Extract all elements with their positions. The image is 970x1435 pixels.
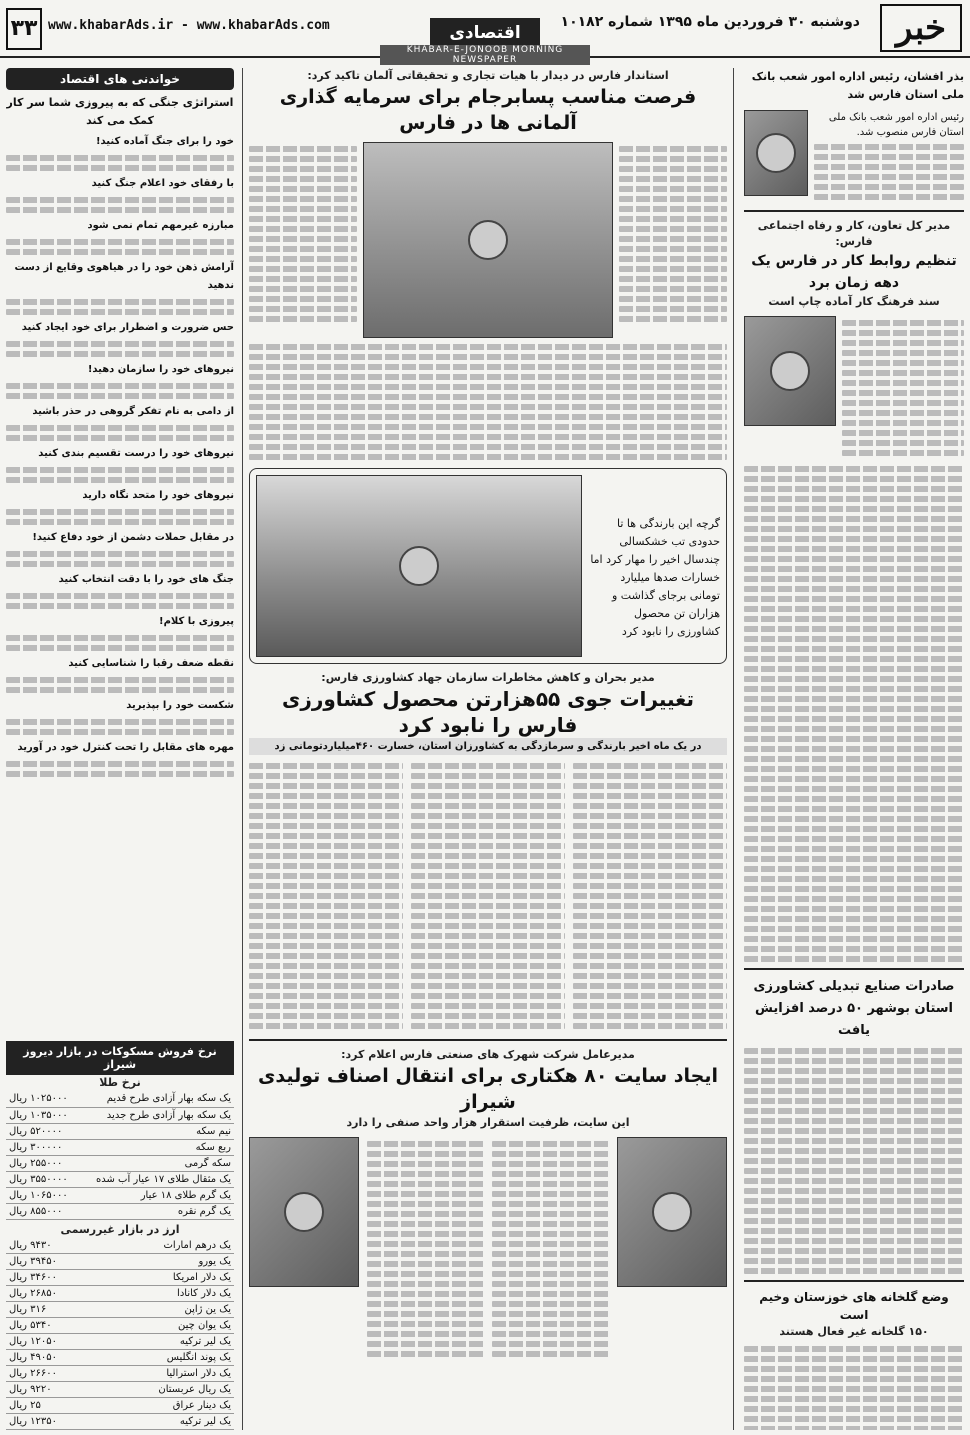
fx-table — [6, 1238, 234, 1431]
subheading: با رفقای خود اعلام جنگ کنید — [91, 178, 234, 189]
item-name: یک دلار استرالیا — [99, 1366, 234, 1382]
article-kicker: مدیر کل تعاون، کار و رفاه اجتماعی فارس: — [757, 219, 951, 248]
item-price: ۸۵۵۰۰۰ ریال — [6, 1203, 78, 1219]
item-name: یک درهم امارات — [99, 1238, 234, 1254]
article-body — [6, 133, 234, 777]
item-price: ۹۴۳۰ ریال — [6, 1238, 99, 1254]
article-lede: ۱۵۰ گلخانه غیر فعال هستند — [779, 1325, 929, 1338]
article-title: بذر افشان، رئیس اداره امور شعب بانک ملی استان فارس شد — [751, 70, 964, 101]
item-name: یک دلار کانادا — [99, 1286, 234, 1302]
article-kicker: استاندار فارس در دیدار با هیات تجاری و تحقیقاتی آلمان تاکید کرد: — [307, 69, 669, 82]
subheading: نیروهای خود را متحد نگاه دارید — [82, 490, 234, 501]
page-number: ۳۳ — [6, 8, 42, 50]
article-lede: سند فرهنگ کار آماده چاپ است — [768, 295, 940, 308]
camera-icon — [399, 546, 439, 586]
subheading: حس ضرورت و اضطرار برای خود ایجاد کنید — [21, 322, 234, 333]
item-name: یک ین ژاپن — [99, 1302, 234, 1318]
portrait-photo — [744, 110, 808, 196]
item-price: ۳۴۶۰۰ ریال — [6, 1270, 99, 1286]
portrait-photo — [249, 1137, 359, 1287]
subheading: جنگ های خود را با دقت انتخاب کنید — [58, 574, 234, 585]
photo-caption: گرچه این بارندگی ها تا حدودی تب خشکسالی چندسال اخیر را مهار کرد اما خسارات صدها میلیارد تومانی برجای گذاشت و هزاران تن محصول کشاورزی را نابود کرد — [590, 517, 720, 638]
item-price: ۱۲۳۵۰ ریال — [6, 1414, 99, 1430]
price-row — [6, 1270, 234, 1286]
item-name: یک دلار امریکا — [99, 1270, 234, 1286]
article-kicker: مدیر بحران و کاهش مخاطرات سازمان جهاد کشاورزی فارس: — [321, 671, 655, 684]
item-name: یک ریال عربستان — [99, 1382, 234, 1398]
item-name: یک یورو — [99, 1254, 234, 1270]
issue-date: دوشنبه ۳۰ فروردین ماه ۱۳۹۵ شماره ۱۰۱۸۲ — [560, 14, 860, 30]
subheading: شکست خود را بپذیرید — [126, 700, 234, 711]
price-row — [6, 1302, 234, 1318]
website: www.khabarAds.ir - www.khabarAds.com — [48, 18, 330, 33]
price-row — [6, 1382, 234, 1398]
article-lede: این سایت، ظرفیت استقرار هزار واحد صنفی را دارد — [346, 1116, 630, 1129]
item-price: ۳۱۶ ریال — [6, 1302, 99, 1318]
item-price: ۱۲۰۵۰ ریال — [6, 1334, 99, 1350]
headline: ایجاد سایت ۸۰ هکتاری برای انتقال اصناف تولیدی شیراز — [257, 1065, 718, 1113]
person-icon — [284, 1192, 324, 1232]
item-price: ۳۹۴۵۰ ریال — [6, 1254, 99, 1270]
item-price: ۲۶۶۰۰ ریال — [6, 1366, 99, 1382]
item-price: ۱۰۳۵۰۰۰ ریال — [6, 1107, 78, 1123]
article-title: صادرات صنایع تبدیلی کشاورزی استان بوشهر ۵۰ درصد افزایش یافت — [753, 979, 955, 1038]
photo-feature — [249, 468, 727, 664]
right-column — [744, 68, 964, 1430]
price-row — [6, 1203, 234, 1219]
item-price: ۱۰۶۵۰۰۰ ریال — [6, 1187, 78, 1203]
article-text: رئیس اداره امور شعب بانک ملی استان فارس منصوب شد. — [828, 112, 964, 138]
article-lede: در یک ماه اخیر بارندگی و سرمازدگی به کشاورزان استان، خسارت ۴۶۰میلیاردتومانی زد — [249, 738, 727, 755]
item-name: یک لیر ترکیه — [99, 1414, 234, 1430]
price-row — [6, 1238, 234, 1254]
price-box — [6, 1041, 234, 1430]
person-icon — [756, 133, 796, 173]
meeting-photo — [363, 142, 613, 338]
price-row — [6, 1366, 234, 1382]
item-name: یک یوان چین — [99, 1318, 234, 1334]
section-title: اقتصادی — [430, 18, 540, 48]
price-row — [6, 1123, 234, 1139]
item-price: ۲۵ ریال — [6, 1398, 99, 1414]
left-column — [6, 68, 234, 1430]
item-name: یک سکه بهار آزادی طرح قدیم — [78, 1091, 234, 1107]
price-title: نرخ فروش مسکوکات در بازار دیروز شیراز — [6, 1041, 234, 1075]
item-price: ۵۳۴۰ ریال — [6, 1318, 99, 1334]
price-row — [6, 1107, 234, 1123]
headline: فرصت مناسب پسابرجام برای سرمایه گذاری آلمانی ها در فارس — [279, 86, 697, 134]
item-name: یک گرم نقره — [78, 1203, 234, 1219]
subheading: نیروهای خود را سازمان دهید! — [87, 364, 234, 375]
item-price: ۲۵۵۰۰۰ ریال — [6, 1155, 78, 1171]
subheading: نیروهای خود را درست تقسیم بندی کنید — [38, 448, 234, 459]
subheading: پیروزی با کلام! — [159, 616, 234, 627]
article-title: وضع گلخانه های خوزستان وخیم است — [759, 1290, 949, 1322]
subheading: مهره های مقابل را تحت کنترل خود در آورید — [17, 742, 234, 753]
price-row — [6, 1286, 234, 1302]
item-price: ۹۲۲۰ ریال — [6, 1382, 99, 1398]
portrait-photo — [617, 1137, 727, 1287]
main-column — [242, 68, 734, 1430]
newspaper-logo: خبر — [880, 4, 962, 52]
portrait-photo — [744, 316, 836, 426]
price-row — [6, 1350, 234, 1366]
item-price: ۱۰۲۵۰۰۰ ریال — [6, 1091, 78, 1107]
person-icon — [652, 1192, 692, 1232]
price-row — [6, 1171, 234, 1187]
item-price: ۴۹۰۵۰ ریال — [6, 1350, 99, 1366]
camera-icon — [468, 220, 508, 260]
item-name: سکه گرمی — [78, 1155, 234, 1171]
price-row — [6, 1155, 234, 1171]
item-name: یک پوند انگلیس — [99, 1350, 234, 1366]
article-title: استراتژی جنگی که به پیروزی شما سر کار کمک می کند — [6, 96, 234, 127]
item-name: ربع سکه — [78, 1139, 234, 1155]
price-row — [6, 1414, 234, 1430]
gold-table — [6, 1091, 234, 1220]
price-row — [6, 1091, 234, 1107]
price-row — [6, 1139, 234, 1155]
section-label: خواندنی های اقتصاد — [6, 68, 234, 90]
item-price: ۲۶۸۵۰ ریال — [6, 1286, 99, 1302]
flood-photo — [256, 475, 582, 657]
masthead-subtitle: KHABAR-E-JONOOB MORNING NEWSPAPER — [380, 45, 590, 65]
item-name: یک لیر ترکیه — [99, 1334, 234, 1350]
price-row — [6, 1187, 234, 1203]
item-price: ۳۵۵۰۰۰۰ ریال — [6, 1171, 78, 1187]
price-row — [6, 1334, 234, 1350]
item-name: نیم سکه — [78, 1123, 234, 1139]
item-name: یک مثقال طلای ۱۷ عیار آب شده — [78, 1171, 234, 1187]
item-name: یک دینار عراق — [99, 1398, 234, 1414]
headline: تغییرات جوی ۵۵هزارتن محصول کشاورزی فارس را نابود کرد — [282, 687, 694, 737]
subheading: از دامی به نام تفکر گروهی در حذر باشید — [32, 406, 234, 417]
price-row — [6, 1398, 234, 1414]
person-icon — [770, 351, 810, 391]
price-row — [6, 1318, 234, 1334]
item-name: یک سکه بهار آزادی طرح جدید — [78, 1107, 234, 1123]
item-price: ۳۰۰۰۰۰ ریال — [6, 1139, 78, 1155]
item-price: ۵۲۰۰۰۰ ریال — [6, 1123, 78, 1139]
gold-label: نرخ طلا — [99, 1076, 141, 1089]
article-kicker: مدیرعامل شرکت شهرک های صنعتی فارس اعلام کرد: — [341, 1048, 635, 1061]
price-row — [6, 1254, 234, 1270]
subheading: در مقابل حملات دشمن از خود دفاع کنید! — [32, 532, 234, 543]
fx-label: ارز در بازار غیررسمی — [60, 1222, 180, 1236]
masthead — [0, 0, 970, 65]
subheading: خود را برای جنگ آماده کنید! — [95, 136, 234, 147]
subheading: مبارزه غیرمهم تمام نمی شود — [87, 220, 234, 231]
item-name: یک گرم طلای ۱۸ عیار — [78, 1187, 234, 1203]
subheading: آرامش ذهن خود را در هیاهوی وقایع از دست ندهید — [14, 262, 234, 291]
subheading: نقطه ضعف رقبا را شناسایی کنید — [68, 658, 234, 669]
article-title: تنظیم روابط کار در فارس یک دهه زمان برد — [751, 253, 957, 291]
